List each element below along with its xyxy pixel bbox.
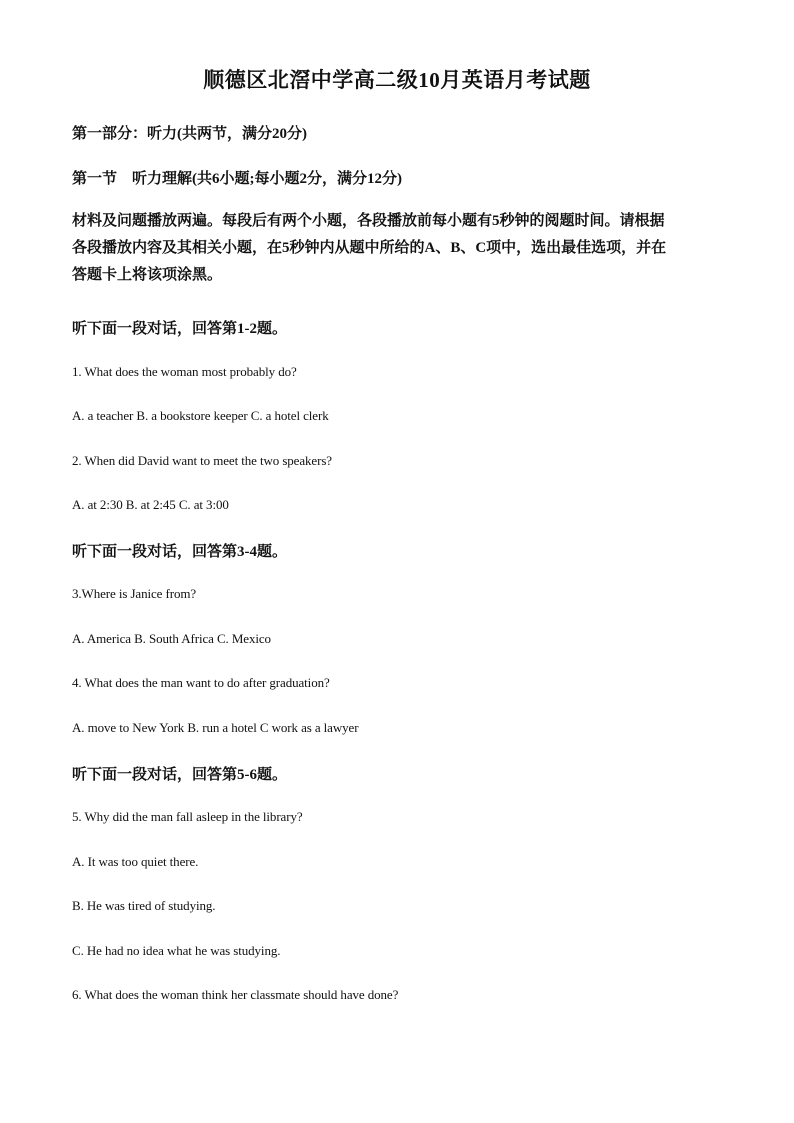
question-2: 2. When did David want to meet the two speakers? (72, 453, 332, 468)
group2-heading: 听下面一段对话，回答第3-4题。 (72, 544, 287, 560)
part1-heading: 第一部分：听力(共两节，满分20分) (72, 126, 307, 142)
question-5-option-c: C. He had no idea what he was studying. (72, 943, 281, 958)
instructions-line-1: 材料及问题播放两遍。每段后有两个小题，各段播放前每小题有5秒钟的阅题时间。请根据 (72, 213, 665, 229)
question-1: 1. What does the woman most probably do? (72, 364, 297, 379)
page-title: 顺德区北滘中学高二级10月英语月考试题 (203, 68, 591, 92)
question-3: 3.Where is Janice from? (72, 586, 197, 601)
group3-heading: 听下面一段对话，回答第5-6题。 (72, 767, 287, 783)
question-6: 6. What does the woman think her classmate should have done? (72, 987, 399, 1002)
instructions-line-2: 各段播放内容及其相关小题，在5秒钟内从题中所给的A、B、C项中，选出最佳选项，并在 (72, 240, 667, 256)
question-2-options: A. at 2:30 B. at 2:45 C. at 3:00 (72, 497, 229, 512)
question-4-options: A. move to New York B. run a hotel C work as a lawyer (72, 720, 359, 735)
question-1-options: A. a teacher B. a bookstore keeper C. a hotel clerk (72, 408, 329, 423)
question-5-option-a: A. It was too quiet there. (72, 854, 199, 869)
question-5-option-b: B. He was tired of studying. (72, 898, 216, 913)
section1-heading: 第一节 听力理解(共6小题;每小题2分，满分12分) (72, 171, 402, 187)
instructions-paragraph (72, 208, 724, 289)
instructions-line-3: 答题卡上将该项涂黑。 (72, 267, 223, 283)
question-4: 4. What does the man want to do after graduation? (72, 675, 330, 690)
question-3-options: A. America B. South Africa C. Mexico (72, 631, 271, 646)
group1-heading: 听下面一段对话，回答第1-2题。 (72, 321, 287, 337)
question-5: 5. Why did the man fall asleep in the library? (72, 809, 303, 824)
